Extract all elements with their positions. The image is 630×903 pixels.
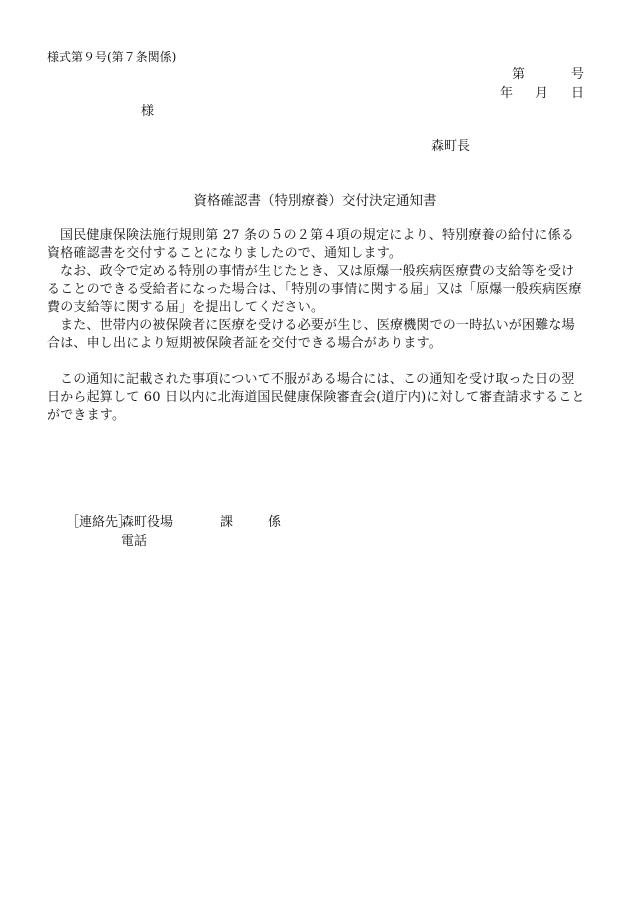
date-year-label: 年	[500, 86, 514, 101]
contact-label: ［連絡先］	[66, 515, 132, 530]
document-number-prefix: 第	[512, 67, 526, 82]
body-paragraph: また、世帯内の被保険者に医療を受ける必要が生じ、医療機関での一時払いが困難な場合は、申し出により短期被保険者証を交付できる場合があります。	[47, 318, 575, 351]
body-paragraph: 国民健康保険法施行規則第 27 条の５の２第４項の規定により、特別療養の給付に係る資格確認書を交付することになりましたので、通知します。	[47, 228, 575, 261]
contact-subsection: 係	[268, 515, 282, 530]
body-paragraph: なお、政令で定める特別の事情が生じたとき、又は原爆一般疾病医療費の支給等を受けることのできる受給者になった場合は、「特別の事情に関する届」又は「原爆一般疾病医療費の支給等に関する届」を提出してください。	[47, 264, 582, 315]
document-body	[47, 227, 587, 425]
appeal-notice: この通知に記載された事項について不服がある場合には、この通知を受け取った日の翌日から起算して 60 日以内に北海道国民健康保険審査会(道庁内)に対して審査請求することができます。	[47, 372, 585, 423]
form-number-label: 様式第９号(第７条関係)	[47, 50, 177, 64]
date-month-label: 月	[535, 86, 549, 101]
issuer-name: 森町長	[431, 139, 471, 154]
contact-phone-label: 電話	[121, 534, 148, 549]
document-title: 資格確認書（特別療養）交付決定通知書	[193, 193, 437, 209]
contact-organization: 森町役場	[121, 515, 174, 530]
date-day-label: 日	[571, 86, 585, 101]
document-number-suffix: 号	[571, 67, 585, 82]
paragraph-spacer	[47, 353, 587, 371]
contact-section: 課	[220, 515, 234, 530]
recipient-honorific: 様	[141, 104, 155, 119]
